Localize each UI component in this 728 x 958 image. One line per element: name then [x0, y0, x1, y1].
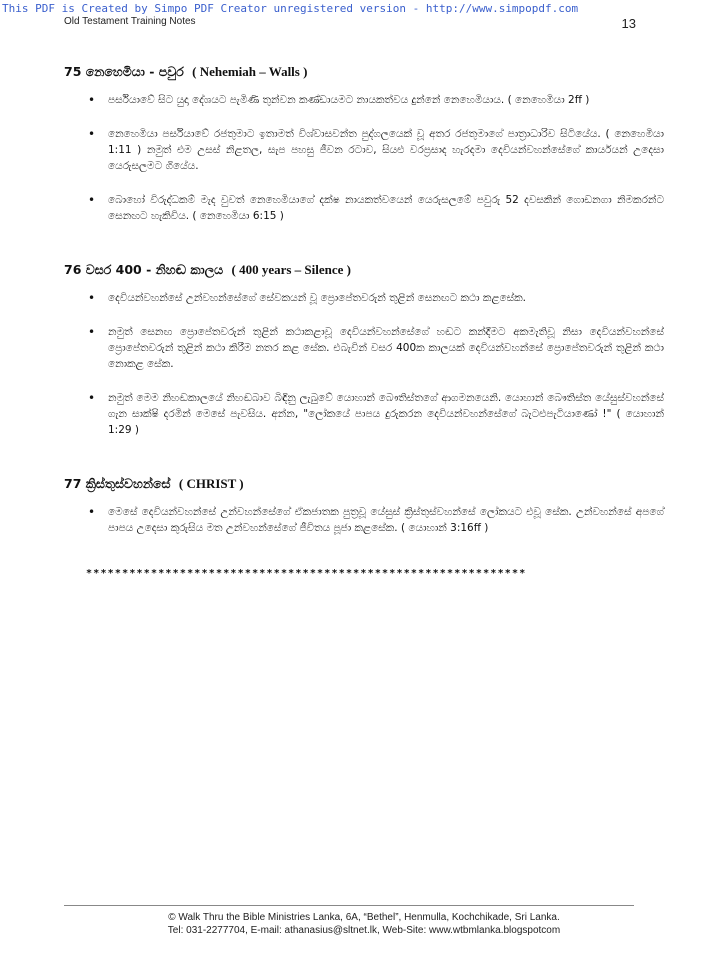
pdf-creator-watermark: This PDF is Created by Simpo PDF Creator unregistered version - http://www.simpopdf.com: [2, 2, 579, 15]
bullet-list: [64, 92, 664, 224]
section-heading-english: ( Nehemiah – Walls ): [192, 64, 308, 79]
section-heading-sinhala: 76 වසර 400 - නිහඬ කාලය: [64, 262, 224, 277]
section-christ: [64, 476, 664, 554]
section-400-years-silence: [64, 262, 664, 456]
bullet-list: [64, 290, 664, 438]
section-heading-english: ( CHRIST ): [178, 476, 244, 491]
bullet-item: • නමුත් සෙනඟ ප්‍රොපේතවරුන් තුළින් කථාකළාවූ දෙවියන්වහන්සේගේ හඬට කන්දීමට අකමැතිවූ නිසා දෙවියන්වහන්සේ ප්‍රොපේතවරුන් තුළින් කථා කිරීම නතර කළ සේක. එබැවින් වසර 400ක කාලයක් දෙවියන්වහන්සේ ප්‍රොපේතවරුන් තුළින් කථා නොකළ සේක.: [64, 324, 664, 372]
section-heading-english: ( 400 years – Silence ): [231, 262, 351, 277]
footer-divider: [64, 905, 634, 906]
bullet-item: • නෙහෙමියා පර්සියාවේ රජතුමාට ඉතාමත් විශ්වාසවන්ත පුද්ගලයෙක් වූ අතර රජතුමාගේ පාත්‍රාධාරිව සිටියේය. ( නෙහෙමියා 1:11 ) නමුත් එම උසස් නිළතල, සැප පහසු ජීවන රටාව, සියළු වරප්‍රසාද හැරදමා දෙවියන්වහන්සේගේ කාර්යයන් උදෙසා යෙරුසලමට ගියේය.: [64, 126, 664, 174]
bullet-item: • මෙසේ දෙවියන්වහන්සේ උන්වහන්සේගේ ඒකජාතක පුත්‍රවූ යේසුස් ක්‍රිස්තුස්වහන්සේ ලෝකයට එවූ සේක. උන්වහන්සේ අපගේ පාපය උදෙසා කුරුසිය මත උන්වහන්සේගේ ජීවිතය පූජා කළසේක. ( යොහාන් 3:16ff ): [64, 504, 664, 536]
section-heading: [64, 262, 664, 278]
footer: [64, 911, 664, 937]
asterisk-divider: *************************************************************: [86, 568, 527, 579]
bullet-item: • දෙවියන්වහන්සේ උන්වහන්සේගේ සේවකයන් වූ ප්‍රොපේතවරුන් තුළින් සෙනඟට කථා කළසේක.: [64, 290, 664, 306]
footer-contact: Tel: 031-2277704, E-mail: athanasius@sltnet.lk, Web-Site: www.wtbmlanka.blogspotcom: [167, 925, 561, 936]
section-heading-sinhala: 77 ක්‍රිස්තුස්වහන්සේ: [64, 476, 171, 491]
bullet-list: [64, 504, 664, 536]
section-heading: [64, 64, 664, 80]
footer-copyright: © Walk Thru the Bible Ministries Lanka, 6A, “Bethel”, Henmulla, Kochchikade, Sri Lanka.: [168, 912, 560, 923]
bullet-item: • බොහෝ විරුද්ධකම් මැද වුවත් නෙහෙමියාගේ දක්ෂ නායකත්වයෙන් යෙරුසලමේ පවුරු 52 දවසකින් ගොඩනගා නිමකරන්ට සෙනඟට හැකිවිය. ( නෙහෙමියා 6:15 ): [64, 192, 664, 224]
section-heading: [64, 476, 664, 492]
section-heading-sinhala: 75 නෙහෙමියා - පවුර: [64, 64, 184, 79]
page-number: 13: [621, 16, 636, 31]
section-nehemiah: [64, 64, 664, 242]
page-header-title: Old Testament Training Notes: [64, 16, 196, 27]
bullet-item: • නමුත් මෙම නිහඬකාලයේ නිහඬබාව බිඳිනු ලැබුවේ යොහාන් බෞතිස්තගේ ආගමනයෙනි. යොහාන් බෞතිස්ත යේසුස්වහන්සේ ගැන සාක්ෂි දරමින් මෙසේ පැවසිය. අන්න, "ලෝකයේ පාපය දුරුකරන දෙවියන්වහන්සේගේ බැටළුපැටියාණෝ !" ( යොහාන් 1:29 ): [64, 390, 664, 438]
bullet-item: • පර්සියාවේ සිට යුදා දේශයට පැමිණි තුන්වන කණ්ඩායමට නායකත්වය දුන්නේ නෙහෙමියාය. ( නෙහෙමියා 2ff ): [64, 92, 664, 108]
